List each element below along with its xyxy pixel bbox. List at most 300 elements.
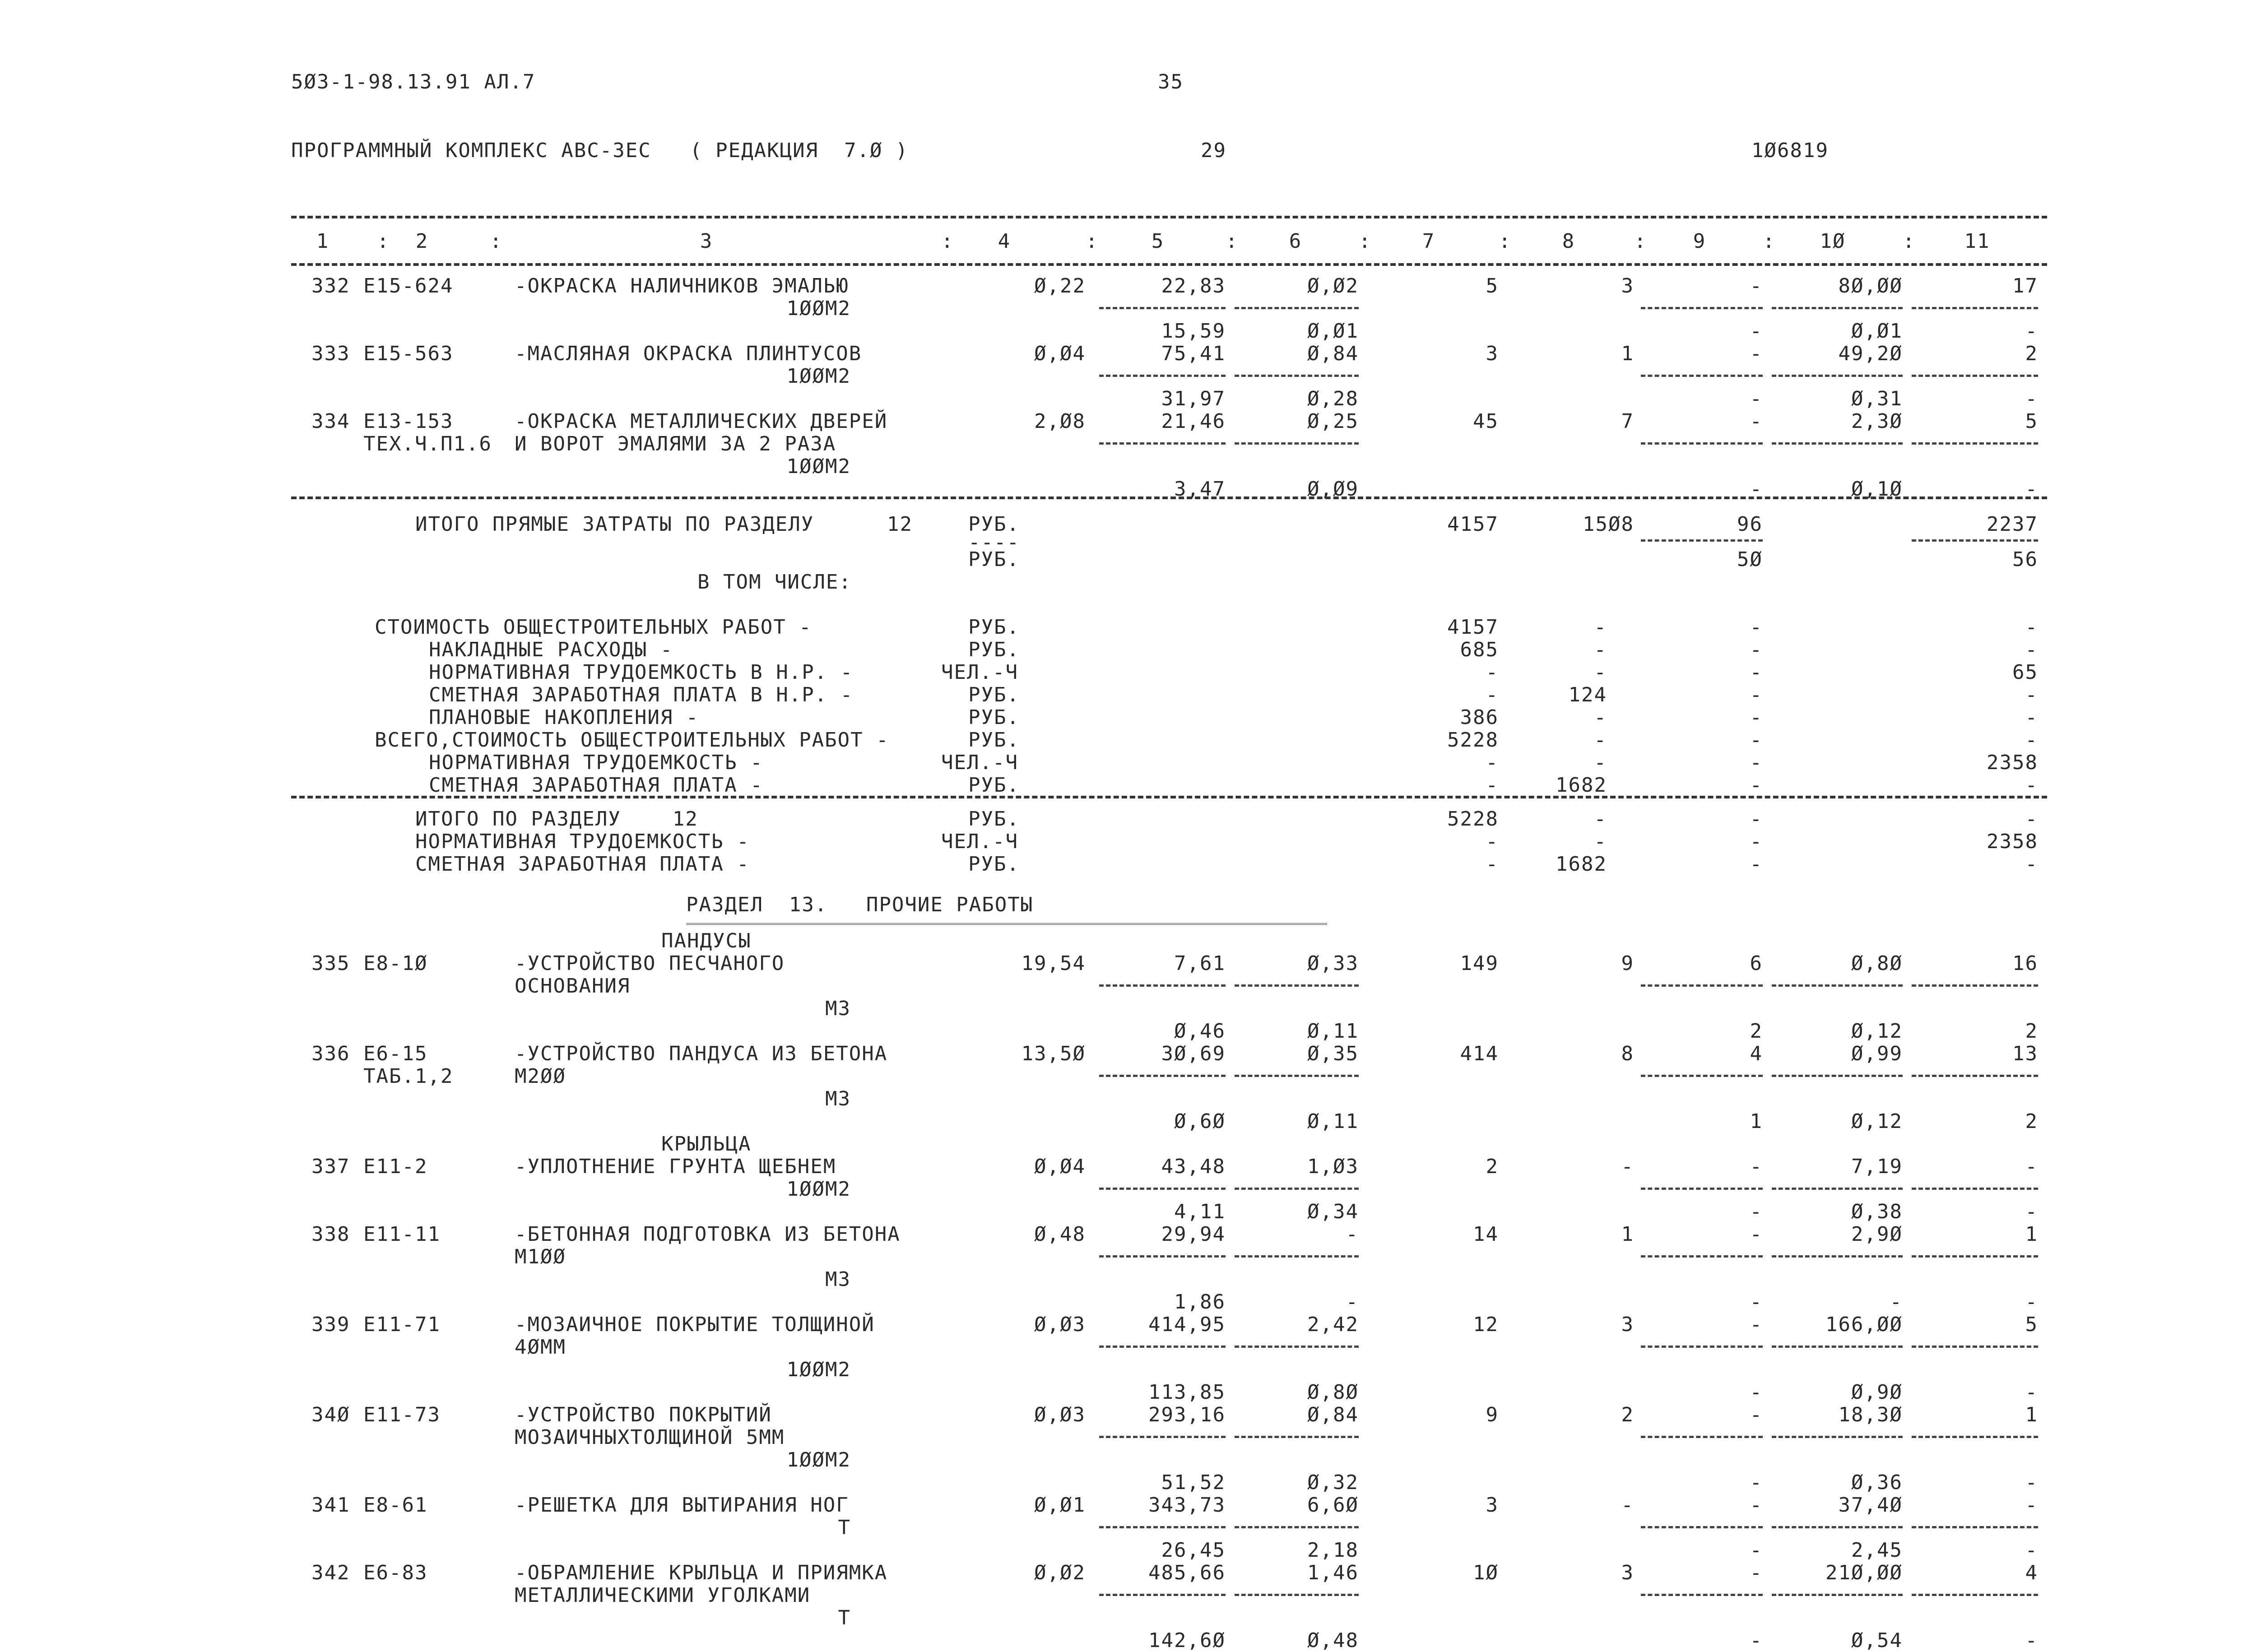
sum-rule <box>1772 375 1903 377</box>
summary-wage: - <box>1594 729 1607 752</box>
item-wage-cost: 113,85 <box>1148 1381 1226 1404</box>
item-cost-machine: Ø,84 <box>1307 1403 1359 1426</box>
summary-wage: - <box>1594 616 1607 639</box>
item-sub-labor: Ø,12 <box>1851 1020 1903 1043</box>
item-name: -БЕТОННАЯ ПОДГОТОВКА ИЗ БЕТОНА <box>515 1223 901 1246</box>
item-number: 34Ø <box>311 1403 350 1426</box>
item-code: Е8-61 <box>363 1494 428 1517</box>
item-wage-machine: Ø,Ø9 <box>1307 478 1359 501</box>
item-sub-machine: - <box>1750 1381 1763 1404</box>
item-name: М1ØØ <box>515 1245 566 1268</box>
item-labor-total: 13 <box>2012 1042 2038 1065</box>
summary-sum: 4157 <box>1447 616 1499 639</box>
item-sub-labor: Ø,12 <box>1851 1110 1903 1133</box>
item-labor-unit: 21Ø,ØØ <box>1825 1561 1903 1584</box>
item-labor-unit: 37,4Ø <box>1838 1494 1903 1517</box>
item-cost-total: 21,46 <box>1161 410 1226 433</box>
section-total-unit: РУБ. <box>968 807 1020 831</box>
item-name: -РЕШЕТКА ДЛЯ ВЫТИРАНИЯ НОГ <box>515 1494 849 1517</box>
item-code: Е11-71 <box>363 1313 441 1336</box>
cost-rule <box>1235 1526 1359 1528</box>
item-unit: 1ØØМ2 <box>786 297 851 320</box>
sum-rule <box>1641 442 1763 445</box>
cost-rule <box>1235 442 1359 445</box>
group-title: КРЫЛЬЦА <box>661 1132 752 1155</box>
summary-label: ПЛАНОВЫЕ НАКОПЛЕНИЯ - <box>429 706 699 729</box>
page-number: 35 <box>1158 70 1184 93</box>
item-cost-total: 343,73 <box>1148 1494 1226 1517</box>
item-sum-wage: 7 <box>1621 410 1634 433</box>
sum-rule <box>1641 1075 1763 1077</box>
section-total-wage: - <box>1594 830 1607 853</box>
item-sub-labor-total: - <box>2025 1471 2038 1494</box>
total-direct-section: 12 <box>887 513 913 536</box>
item-number: 339 <box>311 1313 350 1336</box>
column-header-11: 11 <box>1964 230 1990 253</box>
column-separator: : <box>1086 230 1099 253</box>
summary-sum: 5228 <box>1447 729 1499 752</box>
column-separator: : <box>1226 230 1239 253</box>
cost-rule <box>1099 1594 1226 1596</box>
cost-rule <box>1099 307 1226 309</box>
item-code: Е13-153 <box>363 410 454 433</box>
item-sum-total: 3 <box>1486 1494 1499 1517</box>
item-wage-cost: 1,86 <box>1174 1290 1226 1313</box>
item-name: -МОЗАИЧНОЕ ПОКРЫТИЕ ТОЛЩИНОЙ <box>515 1313 875 1336</box>
item-sub-labor-total: - <box>2025 320 2038 343</box>
item-sum-wage: 9 <box>1621 952 1634 975</box>
section-total-wage: - <box>1594 807 1607 831</box>
item-qty: Ø,48 <box>1034 1223 1086 1246</box>
section-total-unit: ЧЕЛ.-Ч <box>941 830 1018 853</box>
item-cost-machine: Ø,84 <box>1307 342 1359 365</box>
item-sum-total: 9 <box>1486 1403 1499 1426</box>
sum-rule <box>1912 1526 2038 1528</box>
total-direct-sum: 4157 <box>1447 513 1499 536</box>
item-sum-total: 45 <box>1473 410 1499 433</box>
item-name: М2ØØ <box>515 1065 566 1088</box>
item-qty: Ø,22 <box>1034 274 1086 297</box>
summary-unit: РУБ. <box>968 638 1020 661</box>
item-wage-cost: Ø,6Ø <box>1174 1110 1226 1133</box>
item-wage-cost: 4,11 <box>1174 1200 1226 1223</box>
sum-rule <box>1641 1188 1763 1190</box>
cost-rule <box>1235 1255 1359 1258</box>
sum-rule <box>1772 1255 1903 1258</box>
cost-rule <box>1235 307 1359 309</box>
item-sum-wage: - <box>1621 1155 1634 1178</box>
item-sub-machine: - <box>1750 1290 1763 1313</box>
item-unit: М3 <box>825 997 851 1020</box>
sum-rule <box>1912 1255 2038 1258</box>
summary-wage: 124 <box>1568 683 1607 706</box>
column-separator: : <box>941 230 954 253</box>
item-sub-machine: 2 <box>1750 1020 1763 1043</box>
item-cost-machine: Ø,Ø2 <box>1307 274 1359 297</box>
item-sub-machine: 1 <box>1750 1110 1763 1133</box>
item-sum-machine: - <box>1750 1313 1763 1336</box>
sum-rule <box>1912 442 2038 445</box>
object-code: 1Ø6819 <box>1751 139 1829 162</box>
program-title: ПРОГРАММНЫЙ КОМПЛЕКС АВС-3ЕС ( РЕДАКЦИЯ 7.Ø ) <box>291 139 909 162</box>
item-sum-total: 3 <box>1486 342 1499 365</box>
total-direct-unit2: РУБ. <box>968 548 1020 571</box>
item-name: 4ØММ <box>515 1336 566 1359</box>
item-labor-unit: 8Ø,ØØ <box>1838 274 1903 297</box>
summary-wage: - <box>1594 751 1607 774</box>
item-cost-machine: 2,42 <box>1307 1313 1359 1336</box>
summary-unit: РУБ. <box>968 706 1020 729</box>
summary-unit: РУБ. <box>968 683 1020 706</box>
column-header-7: 7 <box>1422 230 1435 253</box>
cost-rule <box>1235 1188 1359 1190</box>
sum-rule <box>1641 1346 1763 1348</box>
item-code: Е15-624 <box>363 274 454 297</box>
cost-rule <box>1235 1436 1359 1438</box>
item-unit: Т <box>838 1516 851 1539</box>
sum-rule <box>1772 1188 1903 1190</box>
item-unit: 1ØØМ2 <box>786 1358 851 1381</box>
item-wage-machine: Ø,48 <box>1307 1629 1359 1652</box>
item-number: 338 <box>311 1223 350 1246</box>
sum-rule <box>1641 1526 1763 1528</box>
item-sub-labor-total: - <box>2025 1539 2038 1562</box>
item-wage-machine: 2,18 <box>1307 1539 1359 1562</box>
item-sub-machine: - <box>1750 478 1763 501</box>
cost-rule <box>1099 1075 1226 1077</box>
sum-rule <box>1641 1594 1763 1596</box>
item-sub-labor: - <box>1890 1290 1903 1313</box>
item-sub-labor: Ø,38 <box>1851 1200 1903 1223</box>
column-header-3: 3 <box>700 230 713 253</box>
item-sum-total: 414 <box>1460 1042 1499 1065</box>
summary-sum: 386 <box>1460 706 1499 729</box>
item-name: МЕТАЛЛИЧЕСКИМИ УГОЛКАМИ <box>515 1584 811 1607</box>
summary-label: НОРМАТИВНАЯ ТРУДОЕМКОСТЬ В Н.Р. - <box>429 661 854 684</box>
item-qty: Ø,Ø3 <box>1034 1313 1086 1336</box>
sum-rule <box>1641 1436 1763 1438</box>
item-sum-wage: 1 <box>1621 1223 1634 1246</box>
sum-rule <box>1772 1594 1903 1596</box>
section-total-labor: - <box>2025 807 2038 831</box>
item-wage-machine: Ø,34 <box>1307 1200 1359 1223</box>
column-separator: : <box>1499 230 1512 253</box>
column-separator: : <box>1903 230 1916 253</box>
summary-machine: - <box>1750 774 1763 797</box>
section-total-labor: 2358 <box>1987 830 2038 853</box>
item-labor-unit: 166,ØØ <box>1825 1313 1903 1336</box>
item-sub-machine: - <box>1750 1629 1763 1652</box>
column-separator: : <box>1763 230 1776 253</box>
item-wage-cost: 31,97 <box>1161 387 1226 410</box>
item-sub-labor-total: 2 <box>2025 1110 2038 1133</box>
sum-rule <box>1912 1594 2038 1596</box>
item-sum-machine: 6 <box>1750 952 1763 975</box>
section-total-sum: - <box>1486 853 1499 876</box>
item-qty: Ø,Ø2 <box>1034 1561 1086 1584</box>
item-sub-machine: - <box>1750 1200 1763 1223</box>
item-sum-wage: 1 <box>1621 342 1634 365</box>
summary-machine: - <box>1750 751 1763 774</box>
item-unit: М3 <box>825 1087 851 1110</box>
summary-machine: - <box>1750 706 1763 729</box>
item-number: 342 <box>311 1561 350 1584</box>
summary-labor: - <box>2025 729 2038 752</box>
item-wage-cost: Ø,46 <box>1174 1020 1226 1043</box>
column-header-1: 1 <box>316 230 330 253</box>
item-number: 334 <box>311 410 350 433</box>
sum-rule <box>1912 1188 2038 1190</box>
sum-rule <box>1912 984 2038 987</box>
item-unit: 1ØØМ2 <box>786 1178 851 1201</box>
item-wage-machine: Ø,28 <box>1307 387 1359 410</box>
summary-sum: 685 <box>1460 638 1499 661</box>
item-name: МОЗАИЧНЫХТОЛЩИНОЙ 5ММ <box>515 1426 785 1449</box>
item-labor-total: 5 <box>2025 410 2038 433</box>
summary-unit: РУБ. <box>968 729 1020 752</box>
item-qty: Ø,Ø3 <box>1034 1403 1086 1426</box>
item-wage-machine: Ø,Ø1 <box>1307 320 1359 343</box>
cost-rule <box>1099 1188 1226 1190</box>
item-name: -УСТРОЙСТВО ПАНДУСА ИЗ БЕТОНА <box>515 1042 888 1065</box>
item-sum-wage: 8 <box>1621 1042 1634 1065</box>
item-name: -УСТРОЙСТВО ПЕСЧАНОГО <box>515 952 785 975</box>
total-direct-machine-wage: 5Ø <box>1737 548 1763 571</box>
item-labor-unit: 7,19 <box>1851 1155 1903 1178</box>
total-direct-wage: 15Ø8 <box>1583 513 1634 536</box>
item-number: 332 <box>311 274 350 297</box>
item-unit: 1ØØМ2 <box>786 1448 851 1471</box>
summary-sum: - <box>1486 661 1499 684</box>
item-code: Е11-2 <box>363 1155 428 1178</box>
section-total-machine: - <box>1750 830 1763 853</box>
column-header-5: 5 <box>1151 230 1165 253</box>
item-sum-wage: - <box>1621 1494 1634 1517</box>
total-direct-machine: 96 <box>1737 513 1763 536</box>
item-sum-total: 1Ø <box>1473 1561 1499 1584</box>
column-separator: : <box>1359 230 1372 253</box>
section13-title: РАЗДЕЛ 13. ПРОЧИЕ РАБОТЫ <box>686 893 1034 916</box>
sum-rule <box>1772 1346 1903 1348</box>
section-total-sum: 5228 <box>1447 807 1499 831</box>
item-wage-cost: 51,52 <box>1161 1471 1226 1494</box>
item-sub-labor: Ø,9Ø <box>1851 1381 1903 1404</box>
item-code: Е6-15 <box>363 1042 428 1065</box>
section-total-label: ИТОГО ПО РАЗДЕЛУ 12 <box>415 807 698 831</box>
item-cost-machine: 6,6Ø <box>1307 1494 1359 1517</box>
summary-label: СМЕТНАЯ ЗАРАБОТНАЯ ПЛАТА В Н.Р. - <box>429 683 854 706</box>
sum-rule <box>1772 984 1903 987</box>
item-wage-machine: Ø,11 <box>1307 1110 1359 1133</box>
item-unit: Т <box>838 1606 851 1629</box>
item-sub-labor-total: - <box>2025 387 2038 410</box>
item-qty: Ø,Ø4 <box>1034 1155 1086 1178</box>
item-wage-machine: - <box>1346 1290 1359 1313</box>
item-sum-machine: - <box>1750 1155 1763 1178</box>
item-labor-total: - <box>2025 1494 2038 1517</box>
sum-rule <box>1772 1436 1903 1438</box>
item-number: 341 <box>311 1494 350 1517</box>
summary-unit: ЧЕЛ.-Ч <box>941 661 1018 684</box>
item-number: 336 <box>311 1042 350 1065</box>
item-code: Е15-563 <box>363 342 454 365</box>
sum-rule <box>1772 307 1903 309</box>
sum-rule <box>1641 539 1763 542</box>
summary-labor: - <box>2025 683 2038 706</box>
item-wage-cost: 15,59 <box>1161 320 1226 343</box>
item-sum-machine: - <box>1750 1561 1763 1584</box>
item-sub-labor: Ø,Ø1 <box>1851 320 1903 343</box>
item-number: 333 <box>311 342 350 365</box>
section-total-label: СМЕТНАЯ ЗАРАБОТНАЯ ПЛАТА - <box>415 853 750 876</box>
section-total-wage: 1682 <box>1556 853 1607 876</box>
summary-machine: - <box>1750 616 1763 639</box>
item-cost-total: 22,83 <box>1161 274 1226 297</box>
item-sub-machine: - <box>1750 1471 1763 1494</box>
item-wage-machine: Ø,32 <box>1307 1471 1359 1494</box>
summary-unit: ЧЕЛ.-Ч <box>941 751 1018 774</box>
summary-label: ВСЕГО,СТОИМОСТЬ ОБЩЕСТРОИТЕЛЬНЫХ РАБОТ - <box>375 729 889 752</box>
column-header-9: 9 <box>1693 230 1706 253</box>
cost-rule <box>1099 1255 1226 1258</box>
summary-sum: - <box>1486 751 1499 774</box>
sum-rule <box>1912 539 2038 542</box>
sum-rule <box>1641 1255 1763 1258</box>
summary-label: НОРМАТИВНАЯ ТРУДОЕМКОСТЬ - <box>429 751 763 774</box>
item-labor-unit: 49,2Ø <box>1838 342 1903 365</box>
item-code: Е8-1Ø <box>363 952 428 975</box>
total-direct-labor-machine: 56 <box>2012 548 2038 571</box>
section-rule <box>291 796 2047 798</box>
item-name: -УПЛОТНЕНИЕ ГРУНТА ЩЕБНЕМ <box>515 1155 836 1178</box>
item-sum-machine: - <box>1750 1494 1763 1517</box>
item-cost-total: 43,48 <box>1161 1155 1226 1178</box>
item-qty: 2,Ø8 <box>1034 410 1086 433</box>
item-sum-machine: - <box>1750 342 1763 365</box>
item-sub-labor-total: - <box>2025 478 2038 501</box>
item-sum-total: 149 <box>1460 952 1499 975</box>
item-sub-labor-total: - <box>2025 1200 2038 1223</box>
item-number: 337 <box>311 1155 350 1178</box>
column-separator: : <box>490 230 503 253</box>
total-direct-labor: 2237 <box>1987 513 2038 536</box>
sum-rule <box>1912 1436 2038 1438</box>
item-sum-machine: - <box>1750 410 1763 433</box>
item-cost-total: 414,95 <box>1148 1313 1226 1336</box>
item-wage-cost: 3,47 <box>1174 478 1226 501</box>
summary-labor: - <box>2025 706 2038 729</box>
item-sub-machine: - <box>1750 1539 1763 1562</box>
item-qty: Ø,Ø4 <box>1034 342 1086 365</box>
item-code: Е6-83 <box>363 1561 428 1584</box>
item-code-ref: ТАБ.1,2 <box>363 1065 454 1088</box>
item-sub-machine: - <box>1750 320 1763 343</box>
item-labor-unit: Ø,99 <box>1851 1042 1903 1065</box>
sum-rule <box>1772 442 1903 445</box>
summary-labor: - <box>2025 616 2038 639</box>
item-name: -ОБРАМЛЕНИЕ КРЫЛЬЦА И ПРИЯМКА <box>515 1561 888 1584</box>
total-direct-label: ИТОГО ПРЯМЫЕ ЗАТРАТЫ ПО РАЗДЕЛУ <box>415 513 814 536</box>
section-total-machine: - <box>1750 853 1763 876</box>
item-sum-wage: 3 <box>1621 1561 1634 1584</box>
item-sub-labor-total: - <box>2025 1629 2038 1652</box>
cost-rule <box>1099 1526 1226 1528</box>
item-name: И ВОРОТ ЭМАЛЯМИ ЗА 2 РАЗА <box>515 432 836 455</box>
item-labor-total: 16 <box>2012 952 2038 975</box>
item-labor-total: 1 <box>2025 1223 2038 1246</box>
item-sub-labor-total: 2 <box>2025 1020 2038 1043</box>
summary-machine: - <box>1750 661 1763 684</box>
column-header-8: 8 <box>1562 230 1575 253</box>
item-labor-unit: 2,3Ø <box>1851 410 1903 433</box>
section-total-unit: РУБ. <box>968 853 1020 876</box>
item-sub-labor: 2,45 <box>1851 1539 1903 1562</box>
section-rule <box>291 497 2047 499</box>
item-cost-total: 3Ø,69 <box>1161 1042 1226 1065</box>
column-header-2: 2 <box>415 230 429 253</box>
item-wage-machine: Ø,8Ø <box>1307 1381 1359 1404</box>
item-unit: М3 <box>825 1268 851 1291</box>
item-qty: 13,5Ø <box>1021 1042 1086 1065</box>
summary-machine: - <box>1750 683 1763 706</box>
sum-rule <box>1772 1526 1903 1528</box>
summary-wage: 1682 <box>1556 774 1607 797</box>
sum-rule <box>1912 1346 2038 1348</box>
summary-wage: - <box>1594 661 1607 684</box>
summary-unit: РУБ. <box>968 616 1020 639</box>
sum-rule <box>1912 375 2038 377</box>
sum-rule <box>1912 307 2038 309</box>
item-cost-machine: Ø,33 <box>1307 952 1359 975</box>
item-cost-machine: 1,Ø3 <box>1307 1155 1359 1178</box>
cost-rule <box>1099 442 1226 445</box>
item-name: -ОКРАСКА МЕТАЛЛИЧЕСКИХ ДВЕРЕЙ <box>515 410 888 433</box>
item-sum-total: 14 <box>1473 1223 1499 1246</box>
included-label: В ТОМ ЧИСЛЕ: <box>697 571 852 594</box>
summary-label: НАКЛАДНЫЕ РАСХОДЫ - <box>429 638 673 661</box>
item-cost-total: 75,41 <box>1161 342 1226 365</box>
item-sum-total: 2 <box>1486 1155 1499 1178</box>
total-direct-sep: ---- <box>968 531 1020 554</box>
cost-rule <box>1099 1346 1226 1348</box>
item-labor-unit: 18,3Ø <box>1838 1403 1903 1426</box>
section-total-label: НОРМАТИВНАЯ ТРУДОЕМКОСТЬ - <box>415 830 750 853</box>
section-total-sum: - <box>1486 830 1499 853</box>
summary-label: СТОИМОСТЬ ОБЩЕСТРОИТЕЛЬНЫХ РАБОТ - <box>375 616 812 639</box>
summary-label: СМЕТНАЯ ЗАРАБОТНАЯ ПЛАТА - <box>429 774 763 797</box>
table-header-rule <box>291 263 2047 266</box>
summary-machine: - <box>1750 729 1763 752</box>
item-code: Е11-11 <box>363 1223 441 1246</box>
cost-rule <box>1099 984 1226 987</box>
item-sub-labor-total: - <box>2025 1381 2038 1404</box>
item-labor-total: - <box>2025 1155 2038 1178</box>
summary-sum: - <box>1486 683 1499 706</box>
item-cost-machine: - <box>1346 1223 1359 1246</box>
cost-rule <box>1235 1594 1359 1596</box>
cost-rule <box>1235 1075 1359 1077</box>
summary-labor: - <box>2025 774 2038 797</box>
item-sub-machine: - <box>1750 387 1763 410</box>
item-cost-total: 29,94 <box>1161 1223 1226 1246</box>
summary-unit: РУБ. <box>968 774 1020 797</box>
item-labor-unit: 2,9Ø <box>1851 1223 1903 1246</box>
item-code-ref: ТЕХ.Ч.П1.6 <box>363 432 492 455</box>
item-unit: 1ØØМ2 <box>786 455 851 478</box>
item-wage-machine: Ø,11 <box>1307 1020 1359 1043</box>
item-sum-total: 5 <box>1486 274 1499 297</box>
summary-labor: 65 <box>2012 661 2038 684</box>
